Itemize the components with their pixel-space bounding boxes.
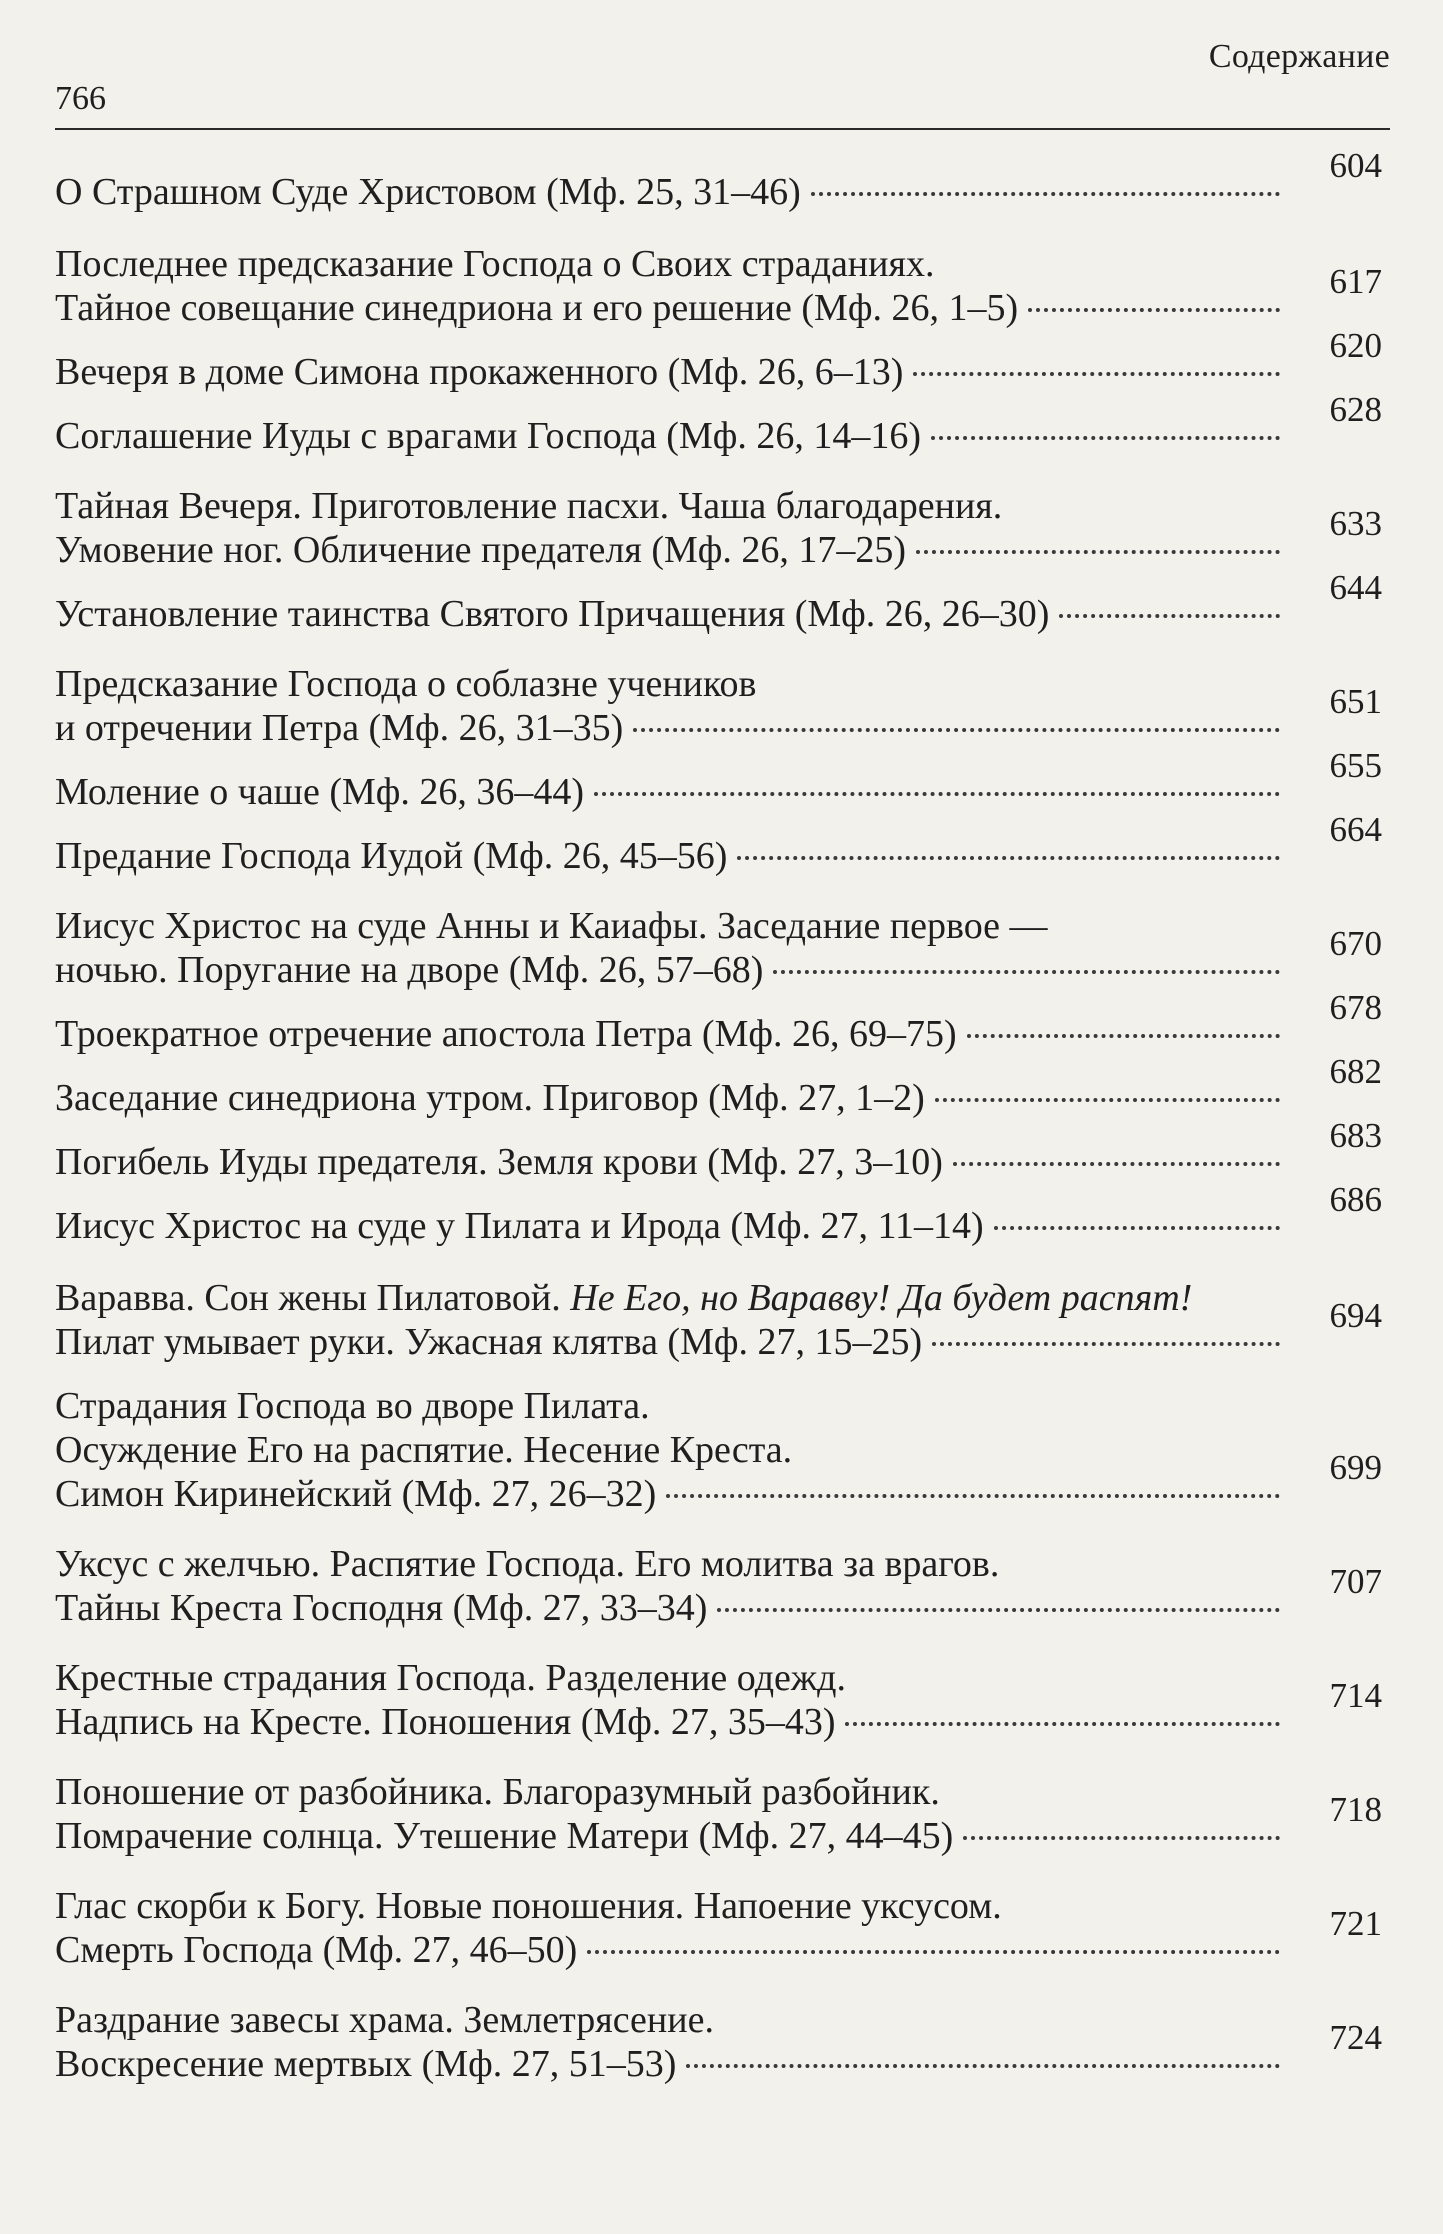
dot-leader — [845, 1722, 1280, 1726]
book-page — [55, 20, 1390, 2210]
toc-entry-text: О Страшном Суде Христовом (Мф. 25, 31–46) — [55, 171, 801, 213]
toc-entry-text: Заседание синедриона утром. Приговор (Мф. 27, 1–2) — [55, 1077, 925, 1119]
dot-leader — [963, 1836, 1280, 1840]
toc-entry — [55, 904, 1390, 992]
toc-entry — [55, 1116, 1390, 1184]
toc-entry-italic-text: Не Его, но Варавву! Да будет распят! — [570, 1277, 1193, 1319]
toc-entry — [55, 810, 1390, 878]
dot-leader — [931, 436, 1280, 440]
toc-entry — [55, 242, 1390, 330]
toc-page-number: 686 — [1329, 1180, 1382, 1219]
toc-entry-line — [55, 948, 1280, 992]
toc-entry-line — [55, 706, 1280, 750]
dot-leader — [913, 372, 1280, 376]
toc-entry-text: Варавва. Сон жены Пилатовой. — [55, 1277, 571, 1319]
toc-entry-line — [55, 834, 1280, 878]
dot-leader — [594, 792, 1280, 796]
dot-leader — [953, 1162, 1280, 1166]
toc-page-number: 651 — [1329, 682, 1382, 721]
toc-entry-line — [55, 1140, 1280, 1184]
toc-entry — [55, 390, 1390, 458]
toc-entry — [55, 1656, 1390, 1744]
toc-entry — [55, 326, 1390, 394]
toc-entry — [55, 662, 1390, 750]
toc-page-number: 678 — [1329, 988, 1382, 1027]
toc-entry-line — [55, 1586, 1280, 1630]
toc-entry-text: Осуждение Его на распятие. Несение Креста. — [55, 1429, 793, 1471]
toc-entry — [55, 988, 1390, 1056]
toc-entry-text: ночью. Поругание на дворе (Мф. 26, 57–68) — [55, 949, 764, 991]
toc-entry-text: Вечеря в доме Симона прокаженного (Мф. 26, 6–13) — [55, 351, 904, 393]
toc-entry-text: Иисус Христос на суде Анны и Каиафы. Заседание первое — — [55, 905, 1048, 947]
toc-entry-text: Поношение от разбойника. Благоразумный разбойник. — [55, 1771, 940, 1813]
toc-entry-line — [55, 1204, 1280, 1248]
toc-entry-line — [55, 1076, 1280, 1120]
toc-entry-line — [55, 1998, 1280, 2042]
toc-entry — [55, 746, 1390, 814]
toc-entry-line — [55, 1770, 1280, 1814]
toc-entry-text: Установление таинства Святого Причащения (Мф. 26, 26–30) — [55, 593, 1050, 635]
toc-entry — [55, 484, 1390, 572]
toc-entry — [55, 568, 1390, 636]
toc-entry-text: Соглашение Иуды с врагами Господа (Мф. 26, 14–16) — [55, 415, 922, 457]
toc-entry — [55, 1542, 1390, 1630]
toc-entry-line — [55, 2042, 1280, 2086]
toc-entry-text: Смерть Господа (Мф. 27, 46–50) — [55, 1929, 578, 1971]
toc-page-number: 670 — [1329, 924, 1382, 963]
toc-entry-line — [55, 1276, 1280, 1320]
toc-entry-line — [55, 242, 1280, 286]
toc-page-number: 633 — [1329, 504, 1382, 543]
dot-leader — [666, 1494, 1280, 1498]
toc-page-number: 683 — [1329, 1116, 1382, 1155]
dot-leader — [994, 1226, 1280, 1230]
toc-entry-line — [55, 1428, 1280, 1472]
toc-entry-text: Глас скорби к Богу. Новые поношения. Напоение уксусом. — [55, 1885, 1002, 1927]
toc-entry-text: Моление о чаше (Мф. 26, 36–44) — [55, 771, 585, 813]
toc-page-number: 620 — [1329, 326, 1382, 365]
dot-leader — [935, 1098, 1280, 1102]
toc-entry — [55, 146, 1390, 214]
toc-page-number: 664 — [1329, 810, 1382, 849]
toc-page-number: 655 — [1329, 746, 1382, 785]
toc-entry-text: Надпись на Кресте. Поношения (Мф. 27, 35–43) — [55, 1701, 836, 1743]
toc-entry-text: Предсказание Господа о соблазне учеников — [55, 663, 757, 705]
toc-entry-text: Тайны Креста Господня (Мф. 27, 33–34) — [55, 1587, 708, 1629]
toc-entry-text: Крестные страдания Господа. Разделение одежд. — [55, 1657, 846, 1699]
dot-leader — [916, 550, 1280, 554]
toc-page-number: 628 — [1329, 390, 1382, 429]
toc-entry — [55, 1998, 1390, 2086]
toc-entry-line — [55, 414, 1280, 458]
toc-entry-text: и отречении Петра (Мф. 26, 31–35) — [55, 707, 624, 749]
toc-entry-line — [55, 1542, 1280, 1586]
toc-page-number: 707 — [1329, 1562, 1382, 1601]
toc-entry-line — [55, 484, 1280, 528]
dot-leader — [773, 970, 1280, 974]
dot-leader — [717, 1608, 1280, 1612]
toc-page-number: 724 — [1329, 2018, 1382, 2057]
dot-leader — [811, 192, 1280, 196]
toc-entry — [55, 1884, 1390, 1972]
toc-entry-text: Троекратное отречение апостола Петра (Мф. 26, 69–75) — [55, 1013, 957, 1055]
toc-entry-text: Пилат умывает руки. Ужасная клятва (Мф. 27, 15–25) — [55, 1321, 923, 1363]
toc-page-number: 699 — [1329, 1448, 1382, 1487]
toc-entry-text: Умовение ног. Обличение предателя (Мф. 26, 17–25) — [55, 529, 907, 571]
dot-leader — [1059, 614, 1280, 618]
toc-entry — [55, 1052, 1390, 1120]
toc-page-number: 718 — [1329, 1790, 1382, 1829]
header-rule — [55, 128, 1390, 130]
toc-entry-text: Тайное совещание синедриона и его решение (Мф. 26, 1–5) — [55, 287, 1019, 329]
toc-entry-text: Помрачение солнца. Утешение Матери (Мф. 27, 44–45) — [55, 1815, 954, 1857]
toc-entry-line — [55, 350, 1280, 394]
dot-leader — [1028, 308, 1280, 312]
toc-entry — [55, 1384, 1390, 1516]
toc-page-number: 682 — [1329, 1052, 1382, 1091]
toc-page-number: 721 — [1329, 1904, 1382, 1943]
toc-entry-line — [55, 1320, 1280, 1364]
toc-entry-line — [55, 528, 1280, 572]
dot-leader — [737, 856, 1280, 860]
toc-page-number: 617 — [1329, 262, 1382, 301]
toc-entry-text: Раздрание завесы храма. Землетрясение. — [55, 1999, 714, 2041]
running-head: Содержание — [1208, 38, 1390, 75]
toc-entry-line — [55, 1472, 1280, 1516]
toc-page-number: 714 — [1329, 1676, 1382, 1715]
toc-entry-line — [55, 1884, 1280, 1928]
toc-entry-text: Тайная Вечеря. Приготовление пасхи. Чаша благодарения. — [55, 485, 1003, 527]
toc-entry-text: Страдания Господа во дворе Пилата. — [55, 1385, 650, 1427]
toc-page-number: 694 — [1329, 1296, 1382, 1335]
dot-leader — [932, 1342, 1280, 1346]
toc-entry-text: Последнее предсказание Господа о Своих страданиях. — [55, 243, 935, 285]
toc-entry-text: Уксус с желчью. Распятие Господа. Его молитва за врагов. — [55, 1543, 1000, 1585]
toc-entry-line — [55, 1700, 1280, 1744]
toc-entry-line — [55, 662, 1280, 706]
toc-entry — [55, 1770, 1390, 1858]
dot-leader — [686, 2064, 1280, 2068]
toc-entry-line — [55, 1012, 1280, 1056]
toc-entry-line — [55, 1928, 1280, 1972]
toc-entry-text: Воскресение мертвых (Мф. 27, 51–53) — [55, 2043, 677, 2085]
toc-entry-line — [55, 170, 1280, 214]
toc-entry — [55, 1276, 1390, 1364]
toc-page-number: 604 — [1329, 146, 1382, 185]
toc-entry-text: Погибель Иуды предателя. Земля крови (Мф. 27, 3–10) — [55, 1141, 943, 1183]
toc-entry-line — [55, 904, 1280, 948]
page-number: 766 — [55, 80, 106, 117]
toc-entry-line — [55, 592, 1280, 636]
toc-entry-text: Предание Господа Иудой (Мф. 26, 45–56) — [55, 835, 728, 877]
toc-entry-line — [55, 1384, 1280, 1428]
dot-leader — [967, 1034, 1280, 1038]
toc-entry — [55, 1180, 1390, 1248]
toc-entry-line — [55, 770, 1280, 814]
dot-leader — [633, 728, 1280, 732]
toc-entry-text: Иисус Христос на суде у Пилата и Ирода (Мф. 27, 11–14) — [55, 1205, 984, 1247]
table-of-contents — [55, 146, 1390, 2112]
dot-leader — [587, 1950, 1280, 1954]
toc-entry-line — [55, 1814, 1280, 1858]
toc-page-number: 644 — [1329, 568, 1382, 607]
toc-entry-line — [55, 286, 1280, 330]
toc-entry-text: Симон Киринейский (Мф. 27, 26–32) — [55, 1473, 657, 1515]
toc-entry-line — [55, 1656, 1280, 1700]
